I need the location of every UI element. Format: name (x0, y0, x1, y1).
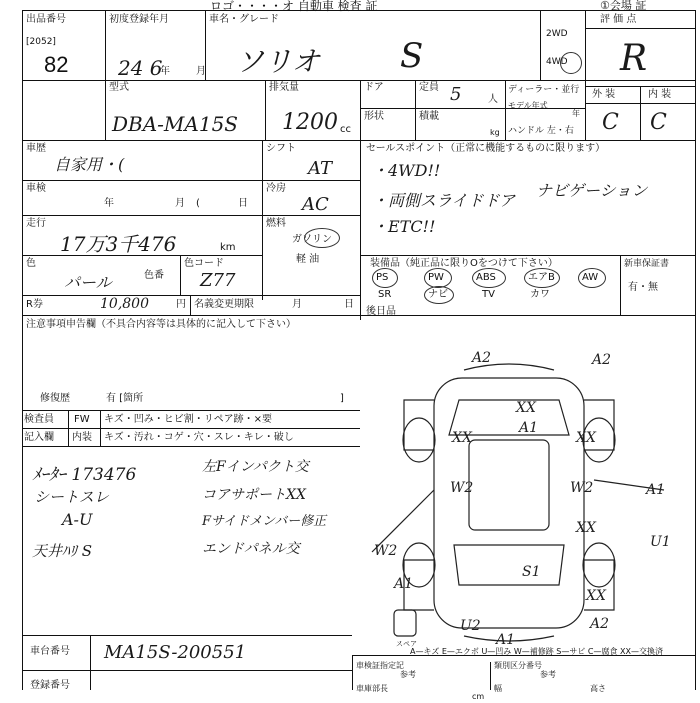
fuel-diesel: 軽 油 (296, 254, 320, 265)
warranty-value: 有・無 (628, 282, 658, 293)
car-body-outline (434, 378, 584, 628)
model-year-label: モデル年式 (508, 101, 548, 110)
type-label: 型式 (109, 82, 129, 93)
legend-ref-2: 参考 (540, 670, 556, 679)
mark-xx-left: XX (452, 430, 472, 446)
equip-navi-circle (424, 286, 454, 304)
mark-w2-rear-left: W2 (374, 543, 398, 559)
mark-a1-right-side: A1 (646, 482, 666, 498)
door-label: ドア (364, 82, 384, 93)
inspector-note-right-4: エンドパネル交 (202, 541, 300, 557)
equip-pw: PW (428, 272, 444, 283)
first-registration-value: 24 6 (118, 56, 163, 80)
shaken-month: 月 (175, 198, 185, 209)
fuel-gasoline-circle (304, 228, 340, 248)
year-unit: 年 (160, 66, 170, 77)
capacity-unit: 人 (488, 94, 498, 105)
ac-label: 冷房 (266, 183, 286, 194)
interior-label: 内 装 (648, 89, 672, 100)
registration-deadline-label: 名義変更期限 (194, 299, 254, 310)
mark-a2-rear-right: A2 (590, 616, 610, 632)
legend-text: A—キズ E—エクボ U—凹み W—補修跡 S—サビ C—腐食 XX—交換済 (410, 647, 664, 656)
mark-w2-right: W2 (570, 480, 594, 496)
roof (469, 440, 549, 530)
equip-airbag: エアB (528, 272, 555, 283)
legend-unit: cm (472, 692, 485, 701)
dealer-label: ディーラー・並行 (508, 85, 580, 95)
inspector-row2-head: 内装 (72, 432, 92, 443)
mark-w2-left: W2 (450, 480, 474, 496)
spare-label: スペア (396, 640, 417, 648)
fuel-gasoline: ガソリン (292, 234, 332, 245)
color-value: パール (64, 273, 112, 292)
inspector-note-left-4: 天井ﾊﾘ S (32, 542, 93, 560)
shaken-day: 日 (238, 198, 248, 209)
equip-ps: PS (376, 272, 389, 283)
mark-xx-rear-right: XX (576, 520, 596, 536)
equip-sr: SR (378, 289, 392, 300)
shape-label: 形状 (364, 111, 384, 122)
legend-ref-1: 参考 (400, 670, 416, 679)
repair-history-label: 修復歴 (40, 393, 70, 404)
inspector-note-left-3: A-U (62, 510, 93, 529)
notes-label: 注意事項申告欄（不具合内容等は具体的に記入して下さい） (26, 319, 296, 330)
equip-pw-circle (424, 268, 452, 288)
inspector-row1-text: キズ・凹み・ヒビ割・リペア跡・×要 (104, 414, 272, 425)
mark-a1-rear: A1 (496, 632, 516, 648)
sales-point-line-2: ・両側スライドドア (372, 191, 516, 210)
after-delivery-label: 後日品 (366, 306, 396, 317)
lot-number-value: 82 (44, 52, 69, 77)
sales-point-label: セールスポイント（正常に機能するものに限ります） (366, 143, 606, 154)
drive-2wd: 2WD (546, 29, 568, 39)
mark-s1-roof: S1 (522, 564, 541, 580)
model-year-unit: 年 (572, 109, 580, 118)
grade-value: S (400, 36, 424, 76)
displacement-unit: cc (340, 124, 351, 135)
front-left-wheel (403, 418, 435, 462)
load-unit: kg (490, 128, 500, 137)
legend-length-label: 車庫部長 (356, 684, 388, 693)
drive-4wd-circle (560, 52, 582, 74)
color-number-label: 色番 (144, 270, 164, 281)
equip-tv: TV (482, 289, 495, 300)
displacement-value: 1200 (282, 110, 338, 135)
equip-ps-circle (372, 268, 398, 288)
color-label: 色 (26, 258, 36, 269)
inspector-entry-label: 記入欄 (24, 432, 54, 443)
legend-class-label: 類別区分番号 (494, 661, 542, 670)
legend-cert-label: 車検証指定記 (356, 661, 404, 670)
inspector-row2-text: キズ・汚れ・コゲ・穴・スレ・キレ・破し (104, 432, 294, 443)
registration-number-label: 登録番号 (30, 680, 70, 691)
shift-label: シフト (266, 143, 296, 154)
ac-value: AC (302, 194, 329, 215)
exterior-value: C (602, 110, 619, 135)
recycle-value: 10,800 (100, 296, 149, 312)
model-grade-label: 車名・グレード (209, 14, 279, 25)
equip-navi: ナビ (428, 289, 448, 300)
inspector-row1-head: FW (74, 414, 90, 425)
legend-height-label: 高さ (590, 684, 606, 693)
document-title: ロゴ・・・・オ 自動車 検査 証 (210, 0, 378, 13)
chassis-number-value: MA15S-200551 (104, 642, 247, 663)
chassis-number-label: 車台番号 (30, 646, 70, 657)
rear-window (454, 545, 564, 585)
legend-width-label: 幅 (494, 684, 502, 693)
model-name-value: ソリオ (236, 45, 320, 78)
history-value: 自家用・( (54, 155, 125, 174)
sales-point-line-3: ナビゲーション (536, 181, 648, 200)
inspector-note-left-2: シートスレ (34, 488, 109, 506)
shift-value: AT (308, 158, 333, 179)
mark-xx-rear-right-2: XX (586, 588, 606, 604)
color-code-label: 色コード (184, 258, 224, 269)
fuel-label: 燃料 (266, 218, 286, 229)
mark-a2-front-right: A2 (592, 352, 612, 368)
displacement-label: 排気量 (269, 82, 299, 93)
interior-value: C (650, 110, 667, 135)
exterior-label: 外 装 (592, 89, 616, 100)
equip-airbag-circle (524, 268, 560, 288)
sales-point-line-1: ・4WD!! (372, 161, 441, 180)
mark-a1-rear-left: A1 (394, 576, 414, 592)
color-code-value: Z77 (200, 270, 236, 291)
mark-xx-hood: XX (516, 400, 536, 416)
lot-sub-number: [2052] (26, 37, 56, 47)
inspector-note-right-3: Fサイドメンバー修正 (202, 514, 327, 529)
mark-u1-right: U1 (650, 534, 671, 550)
inspector-note-right-2: コアサポートXX (202, 487, 306, 503)
load-label: 積載 (419, 111, 439, 122)
mark-a1-hood: A1 (519, 420, 539, 436)
lot-number-label: 出品番号 (26, 14, 66, 25)
deadline-month: 月 (292, 299, 302, 310)
type-value: DBA-MA15S (112, 112, 239, 136)
repair-history-close: ] (340, 393, 344, 404)
deadline-day: 日 (344, 299, 354, 310)
shaken-year: 年 (104, 198, 114, 209)
inspector-label: 検査員 (24, 414, 54, 425)
equip-leather: カワ (530, 289, 550, 300)
mark-xx-right: XX (576, 430, 596, 446)
mileage-value: 17万3千476 (60, 232, 177, 256)
car-damage-diagram (364, 340, 694, 650)
equip-aw: AW (582, 272, 599, 283)
sales-point-line-4: ・ETC!! (372, 217, 436, 236)
history-label: 車歴 (26, 143, 46, 154)
mileage-unit: km (220, 242, 236, 253)
mark-u2-rear: U2 (460, 618, 481, 634)
shaken-paren: ( (196, 198, 200, 209)
front-left-fender (404, 400, 434, 450)
grade-score-label: 評 価 点 (600, 14, 637, 25)
equip-aw-circle (578, 268, 606, 288)
first-registration-label: 初度登録年月 (109, 14, 169, 25)
recycle-label: R券 (26, 299, 43, 310)
month-unit: 月 (196, 66, 206, 77)
capacity-value: 5 (450, 84, 462, 105)
inspector-note-right-1: 左Fインパクト交 (202, 459, 309, 475)
grade-score-value: R (620, 38, 648, 79)
mark-a2-front-left: A2 (472, 350, 492, 366)
shaken-label: 車検 (26, 183, 46, 194)
drive-4wd: 4WD (546, 57, 568, 67)
mileage-label: 走行 (26, 218, 46, 229)
rear-right-wheel (583, 543, 615, 587)
warranty-label: 新車保証書 (624, 259, 670, 269)
recycle-unit: 円 (176, 299, 186, 310)
equipment-label: 装備品（純正品に限りOをつけて下さい） (370, 258, 558, 269)
inspector-note-left-1: ﾒｰﾀｰ 173476 (32, 465, 137, 485)
handle-label: ハンドル 左・右 (508, 126, 574, 136)
equip-abs: ABS (476, 272, 496, 283)
capacity-label: 定員 (419, 82, 439, 93)
spare-tire (394, 610, 416, 636)
repair-history-value: 有 [箇所 (106, 393, 144, 404)
venue-label: ①会場 証 (600, 0, 647, 12)
equip-abs-circle (472, 268, 506, 288)
